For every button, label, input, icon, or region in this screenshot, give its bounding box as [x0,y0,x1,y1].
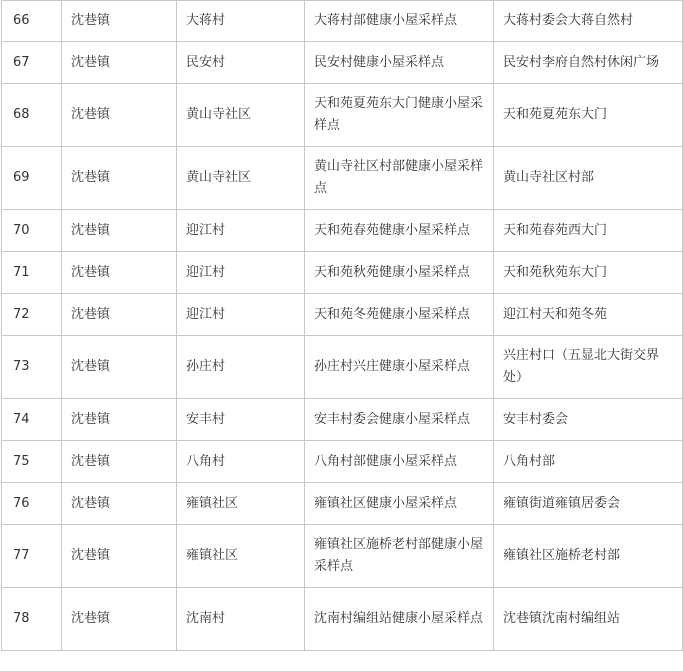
table-row [2,1,683,42]
cell-town: 沈巷镇 [62,42,177,84]
cell-village: 民安村 [177,42,305,84]
sampling-sites-table [1,0,683,651]
cell-town: 沈巷镇 [62,252,177,294]
cell-location: 民安村李府自然村休闲广场 [494,42,683,84]
table-row [2,294,683,336]
cell-town: 沈巷镇 [62,84,177,147]
cell-village: 八角村 [177,441,305,483]
cell-sampling-site: 雍镇社区健康小屋采样点 [305,483,494,525]
cell-location: 迎江村天和苑冬苑 [494,294,683,336]
cell-sampling-site: 民安村健康小屋采样点 [305,42,494,84]
cell-location: 兴庄村口（五显北大街交界处） [494,336,683,399]
cell-location: 大蒋村委会大蒋自然村 [494,1,683,42]
cell-town: 沈巷镇 [62,525,177,588]
cell-village: 迎江村 [177,252,305,294]
cell-serial-number: 72 [2,294,62,336]
table-row [2,252,683,294]
table-row [2,147,683,210]
cell-village: 黄山寺社区 [177,84,305,147]
cell-sampling-site: 大蒋村部健康小屋采样点 [305,1,494,42]
cell-village: 安丰村 [177,399,305,441]
cell-serial-number: 77 [2,525,62,588]
cell-town: 沈巷镇 [62,210,177,252]
cell-location: 黄山寺社区村部 [494,147,683,210]
cell-serial-number: 70 [2,210,62,252]
cell-serial-number: 75 [2,441,62,483]
cell-town: 沈巷镇 [62,441,177,483]
cell-location: 雍镇社区施桥老村部 [494,525,683,588]
cell-village: 雍镇社区 [177,483,305,525]
cell-serial-number: 69 [2,147,62,210]
cell-town: 沈巷镇 [62,336,177,399]
table-row [2,525,683,588]
cell-location: 沈巷镇沈南村编组站 [494,588,683,651]
cell-location: 天和苑秋苑东大门 [494,252,683,294]
cell-sampling-site: 沈南村编组站健康小屋采样点 [305,588,494,651]
cell-village: 黄山寺社区 [177,147,305,210]
cell-serial-number: 68 [2,84,62,147]
cell-location: 天和苑夏苑东大门 [494,84,683,147]
cell-town: 沈巷镇 [62,147,177,210]
cell-sampling-site: 八角村部健康小屋采样点 [305,441,494,483]
cell-sampling-site: 安丰村委会健康小屋采样点 [305,399,494,441]
cell-town: 沈巷镇 [62,294,177,336]
table-row [2,336,683,399]
cell-serial-number: 66 [2,1,62,42]
cell-sampling-site: 天和苑秋苑健康小屋采样点 [305,252,494,294]
table-row [2,42,683,84]
cell-serial-number: 74 [2,399,62,441]
cell-sampling-site: 天和苑夏苑东大门健康小屋采样点 [305,84,494,147]
cell-serial-number: 76 [2,483,62,525]
cell-serial-number: 73 [2,336,62,399]
cell-town: 沈巷镇 [62,1,177,42]
cell-serial-number: 78 [2,588,62,651]
cell-village: 雍镇社区 [177,525,305,588]
cell-village: 孙庄村 [177,336,305,399]
table-row [2,399,683,441]
cell-sampling-site: 天和苑春苑健康小屋采样点 [305,210,494,252]
cell-village: 沈南村 [177,588,305,651]
cell-village: 迎江村 [177,210,305,252]
cell-location: 八角村部 [494,441,683,483]
table-row [2,588,683,651]
cell-sampling-site: 黄山寺社区村部健康小屋采样点 [305,147,494,210]
table-row [2,483,683,525]
cell-serial-number: 71 [2,252,62,294]
table-row [2,210,683,252]
cell-location: 安丰村委会 [494,399,683,441]
table-row [2,84,683,147]
table-body [2,1,683,651]
cell-serial-number: 67 [2,42,62,84]
table-row [2,441,683,483]
cell-location: 雍镇街道雍镇居委会 [494,483,683,525]
cell-town: 沈巷镇 [62,399,177,441]
cell-sampling-site: 孙庄村兴庄健康小屋采样点 [305,336,494,399]
cell-village: 迎江村 [177,294,305,336]
cell-sampling-site: 天和苑冬苑健康小屋采样点 [305,294,494,336]
cell-town: 沈巷镇 [62,588,177,651]
cell-town: 沈巷镇 [62,483,177,525]
cell-location: 天和苑春苑西大门 [494,210,683,252]
cell-sampling-site: 雍镇社区施桥老村部健康小屋采样点 [305,525,494,588]
cell-village: 大蒋村 [177,1,305,42]
